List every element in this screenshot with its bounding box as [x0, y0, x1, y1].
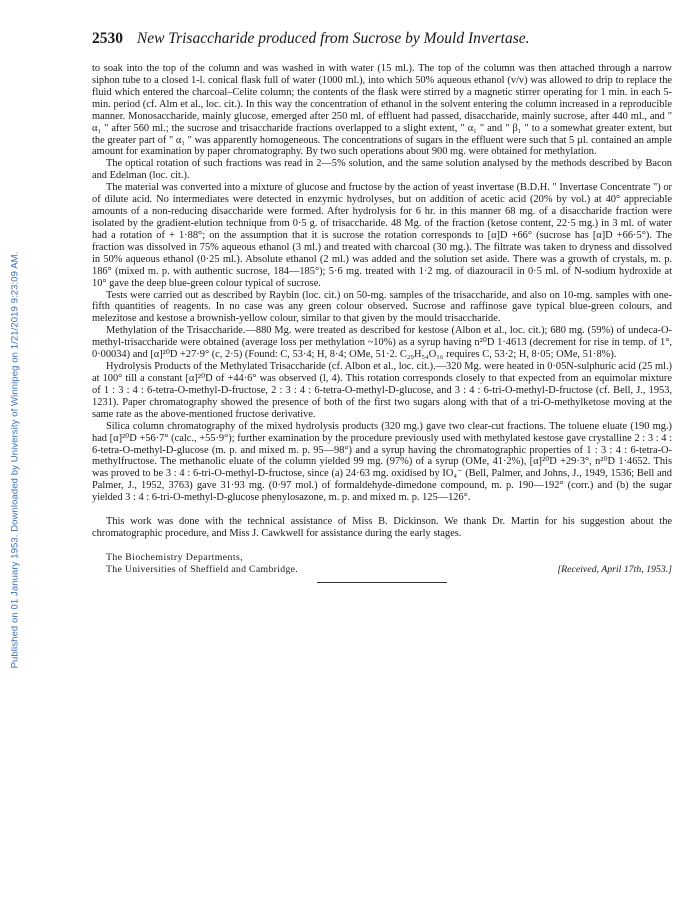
article-body — [92, 63, 672, 583]
paragraph: Methylation of the Trisaccharide.—880 Mg. were treated as described for kestose (Albon et al., loc. cit.); 680 mg. (59%) of undeca-O-methyl-trisaccharide were obtained (average loss per methylation ~10%) as a syrup having n²⁰D 1·4613 (decrement for rise in temp. of 1°, 0·00034) and [α]²⁰D +27·9° (c, 2·5) (Found: C, 53·4; H, 8·4; OMe, 51·2. C₂₉H₅₄O₁₆ requires C, 53·2; H, 8·05; OMe, 51·8%). — [92, 325, 672, 361]
received-date: [Received, April 17th, 1953.] — [557, 563, 672, 575]
acknowledgement: This work was done with the technical assistance of Miss B. Dickinson. We thank Dr. Martin for his suggestion about the chromatographic procedure, and Miss J. Cawkwell for assistance during the early stages. — [92, 516, 672, 540]
download-watermark — [6, 120, 24, 800]
paragraph: to soak into the top of the column and was washed in with water (15 ml.). The top of the column was then attached through a narrow siphon tube to a closed 1-l. conical flask full of water (1000 ml.), into which 50% aqueous ethanol (v/v) was allowed to drip to replace the fluid which entered the charcoal–Celite column; the contents of the flask were stirred by a magnetic stirrer operating for 1 min. in each 5-min. period (cf. Alm et al., loc. cit.). In this way the concentration of ethanol in the solvent entering the column increased in a reproducible manner. Monosaccharide, mainly glucose, emerged after 250 ml. of effluent had passed, disaccharide, mainly sucrose, after 440 ml., and " α₁ " after 560 ml.; the sucrose and trisaccharide fractions overlapped to a slight extent, " α₁ " and " β₁ " to a somewhat greater extent, but the greater part of " α₁ " was apparently homogeneous. The concentrations of sugars in the effluent were such that 5 µl. contained an ample amount for examination by paper chromatography. By two such operations about 900 mg. were obtained for methylation. — [92, 63, 672, 158]
affiliation-row — [92, 564, 672, 576]
running-title: New Trisaccharide produced from Sucrose by Mould Invertase. — [136, 30, 530, 47]
end-rule — [317, 582, 447, 583]
department-line: The Biochemistry Departments, — [106, 551, 244, 563]
paragraph: The material was converted into a mixture of glucose and fructose by the action of yeast invertase (B.D.H. " Invertase Concentrate ") or of dilute acid. No intermediates were detected in enzymic hydrolyses, but on addition of acetic acid (20% by vol.) at 40° appreciable amounts of a non-reducing disaccharide were formed. After hydrolysis for 6 hr. in this manner 68 mg. of a disaccharide fraction were isolated by the gradient-elution technique from 0·5 g. of trisaccharide. 48 Mg. of the fraction (ketose content, 22·5 mg.) in 3 ml. of water had a rotation of + 1·88°; on the assumption that it is sucrose the rotation corresponds to [α]D +66° (sucrose has [α]D +66·5°). The fraction was dissolved in 75% aqueous ethanol (3 ml.) and treated with charcoal (30 mg.). The filtrate was taken to dryness and dissolved in 50% aqueous ethanol (0·25 ml.). Absolute ethanol (2 ml.) was added and the solution set aside. There was a growth of crystals, m. p. 186° (mixed m. p. with authentic sucrose, 184—185°); 5·6 mg. treated with 1·2 mg. of diazouracil in 0·5 ml. of N-sodium hydroxide at 10° gave the deep blue-green colour typical of sucrose. — [92, 182, 672, 289]
affiliation-block — [92, 552, 672, 583]
download-note: Published on 01 January 1953. Downloaded by University of Winnipeg on 1/21/2019 9:23:09 AM. — [9, 251, 21, 669]
paragraph: The optical rotation of such fractions was read in 2—5% solution, and the same solution analysed by the methods described by Bacon and Edelman (loc. cit.). — [92, 158, 672, 182]
paragraph: Silica column chromatography of the mixed hydrolysis products (320 mg.) gave two clear-cut fractions. The toluene eluate (190 mg.) had [α]²⁰D +56·7° (calc., +55·9°); further examination by the procedure previously used with methylated kestose gave crystalline 2 : 3 : 4 : 6-tetra-O-methyl-D-glucose (m. p. and mixed m. p. 95—98°) and a syrup having the chromatographic properties of 1 : 3 : 4 : 6-tetra-O-methylfructose. The methanolic eluate of the column yielded 99 mg. (97%) of a syrup (OMe, 41·2%), [α]²⁰D +29·3°, n²⁰D 1·4652. This was proved to be 3 : 4 : 6-tri-O-methyl-D-fructose, since (a) 24·63 mg. oxidised by IO₄⁻ (Bell, Palmer, and Johns, J., 1949, 1536; Bell and Palmer, J., 1952, 3763) gave 31·93 mg. (0·97 mol.) of formaldehyde-dimedone compound, m. p. 190—192° (corr.) and (b) the sugar yielded 3 : 4 : 6-tri-O-methyl-D-glucose phenylosazone, m. p. and mixed m. p. 125—126°. — [92, 420, 672, 504]
page-number: 2530 — [92, 30, 123, 47]
universities-line: The Universities of Sheffield and Cambridge. — [106, 563, 299, 575]
page-header — [92, 30, 652, 48]
paragraph: Hydrolysis Products of the Methylated Trisaccharide (cf. Albon et al., loc. cit.).—320 Mg. were heated in 0·05N-sulphuric acid (25 ml.) at 100° till a constant [α]²⁰D of +44·6° was observed (l, 4). This rotation corresponds closely to that expected from an equimolar mixture of 1 : 3 : 4 : 6-tetra-O-methyl-D-fructose, 2 : 3 : 4 : 6-tetra-O-methyl-D-glucose, and 3 : 4 : 6-tri-O-methyl-D-fructose (cf. Bell, J., 1953, 1231). Paper chromatography showed the presence of both of the first two sugars along with that of a tri-O-methylketose moving at the same rate as the above-mentioned fructose derivative. — [92, 361, 672, 420]
paragraph: Tests were carried out as described by Raybin (loc. cit.) on 50-mg. samples of the trisaccharide, and also on 10-mg. samples with one-fifth quantities of reagents. In no case was any green colour observed. Sucrose and raffinose gave typical blue-green colours, and melezitose and kestose a brownish-yellow colour, similar to that given by the mould trisaccharide. — [92, 289, 672, 325]
